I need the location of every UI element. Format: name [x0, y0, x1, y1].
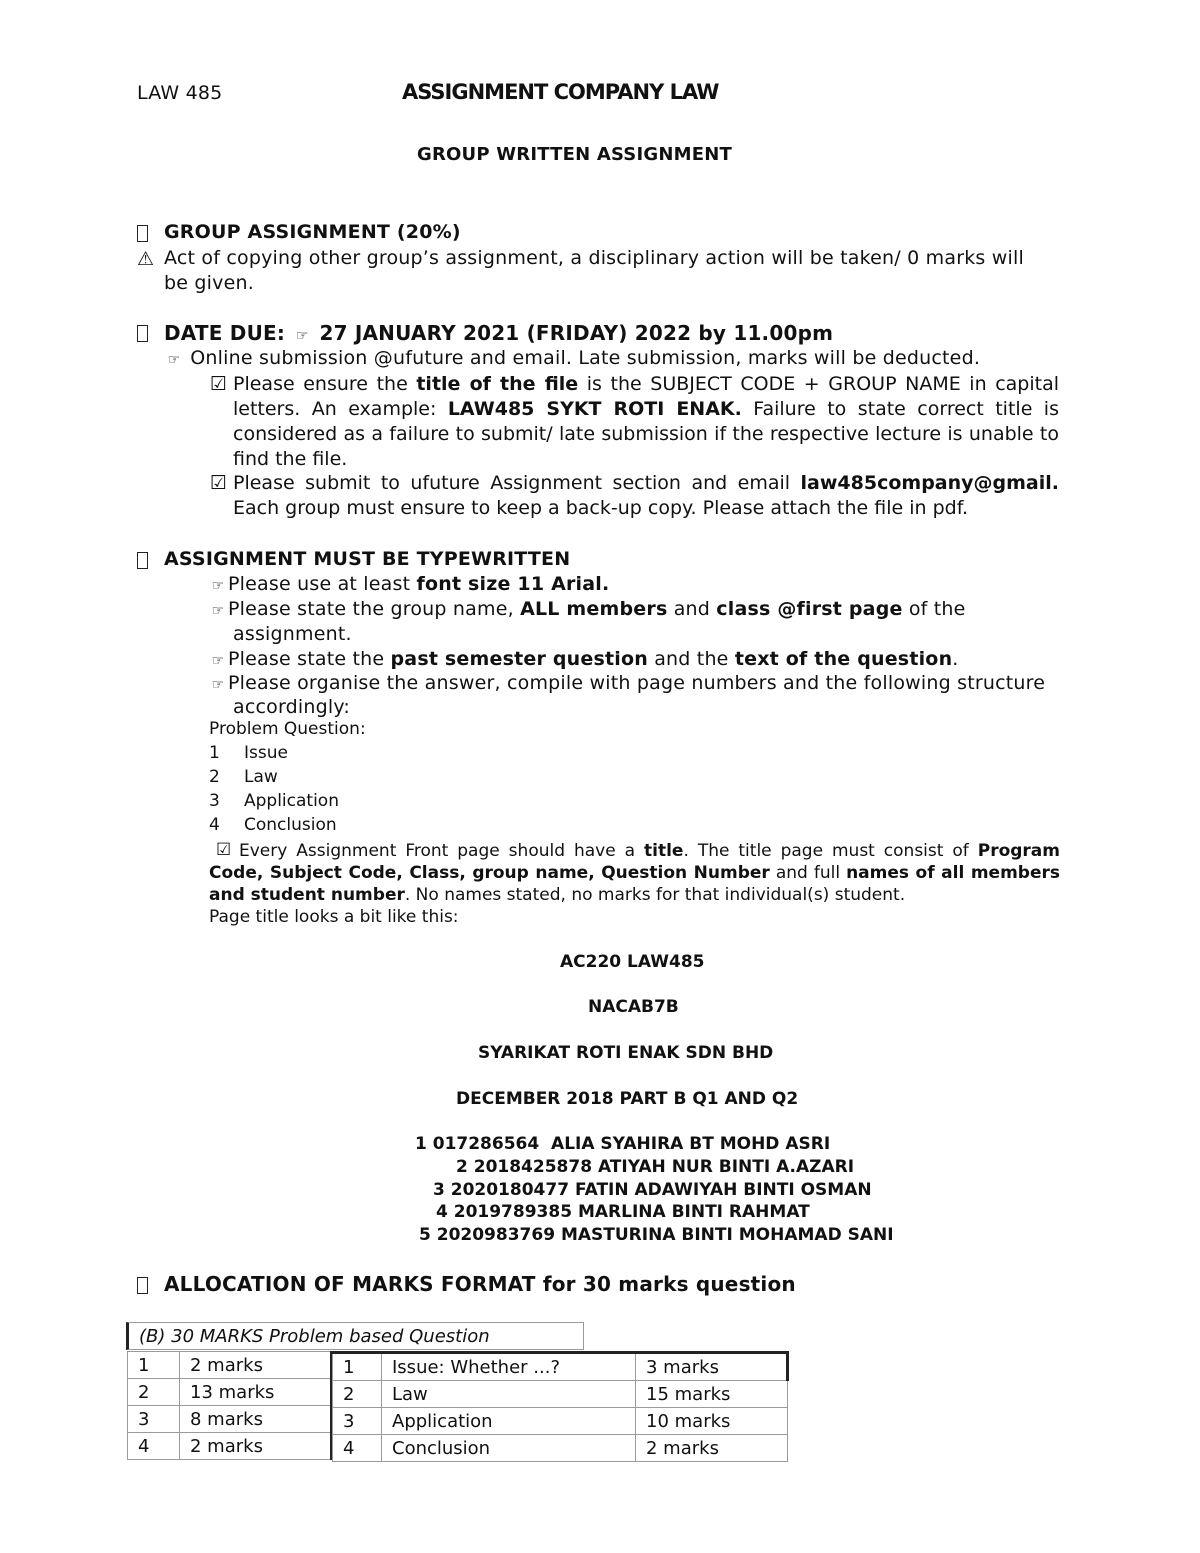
sample-company: SYARIKAT ROTI ENAK SDN BHD — [478, 1043, 774, 1063]
hand-icon: ☞ — [211, 653, 225, 669]
text-span: and full — [769, 863, 847, 883]
table-row — [333, 1408, 788, 1435]
bold-span: names of all members and student number — [209, 863, 1060, 905]
table-cell: 4 — [128, 1433, 180, 1460]
page-title-intro: Page title looks a bit like this: — [209, 907, 459, 927]
structure-num: 2 — [209, 767, 220, 787]
table-row — [128, 1406, 332, 1433]
group-assignment-heading: GROUP ASSIGNMENT (20%) — [164, 221, 461, 243]
bold-span: ALL members — [520, 598, 668, 620]
text-span: Please ensure the — [233, 373, 417, 395]
structure-text: Conclusion — [244, 815, 337, 835]
bold-span: past semester question — [390, 648, 648, 670]
structure-num: 3 — [209, 791, 220, 811]
structure-text: Issue — [244, 743, 288, 763]
bullet-date-due — [137, 323, 148, 345]
text-span: Please state the group name, — [228, 598, 521, 620]
structure-item — [209, 743, 288, 763]
table-row — [128, 1352, 332, 1379]
table-cell: 2 — [333, 1381, 382, 1408]
structure-item — [209, 767, 278, 787]
bold-span: title of the file — [416, 373, 579, 395]
member-line: 3 2020180477 FATIN ADAWIYAH BINTI OSMAN — [433, 1180, 872, 1200]
member-line: 4 2019789385 MARLINA BINTI RAHMAT — [436, 1202, 810, 1222]
online-submission-line — [164, 347, 980, 369]
bold-span: title — [644, 841, 684, 861]
sample-question: DECEMBER 2018 PART B Q1 AND Q2 — [456, 1089, 799, 1109]
past-question-line — [208, 648, 959, 670]
table-row — [128, 1379, 332, 1406]
text-span: Please state the — [228, 648, 391, 670]
online-submission-text: Online submission @ufuture and email. Late submission, marks will be deducted. — [190, 347, 981, 369]
marks-table-left — [127, 1351, 333, 1460]
table-cell: 3 — [333, 1408, 382, 1435]
table-cell: 2 marks — [180, 1433, 332, 1460]
submit-rule-paragraph — [233, 471, 1059, 521]
state-members-line — [208, 598, 966, 620]
bullet-typewritten — [137, 550, 148, 572]
bullet-group-assignment — [137, 223, 148, 245]
text-span: and — [667, 598, 717, 620]
copying-warning-line2: be given. — [164, 272, 254, 294]
table-cell: Conclusion — [382, 1435, 636, 1462]
subtitle: GROUP WRITTEN ASSIGNMENT — [417, 144, 732, 165]
marks-table-caption: (B) 30 MARKS Problem based Question — [126, 1322, 584, 1350]
date-due-label: DATE DUE: — [164, 321, 286, 345]
member-line: 2 2018425878 ATIYAH NUR BINTI A.AZARI — [456, 1157, 855, 1177]
sample-class: NACAB7B — [588, 997, 679, 1017]
typewritten-heading: ASSIGNMENT MUST BE TYPEWRITTEN — [164, 548, 571, 570]
text-span: Please submit to ufuture Assignment section and email — [233, 472, 801, 494]
member-line: 1 017286564 ALIA SYAHIRA BT MOHD ASRI — [415, 1134, 831, 1154]
table-row — [333, 1353, 788, 1381]
text-span: . The title page must consist of — [683, 841, 978, 861]
state-members-line2: assignment. — [233, 623, 352, 645]
hand-icon: ☞ — [295, 328, 309, 344]
bold-span: LAW485 SYKT ROTI ENAK. — [447, 398, 742, 420]
table-cell: 1 — [128, 1352, 180, 1379]
structure-text: Law — [244, 767, 278, 787]
front-page-paragraph — [209, 840, 1060, 906]
text-span: Every Assignment Front page should have a — [239, 841, 645, 861]
table-cell: 13 marks — [180, 1379, 332, 1406]
table-cell: Application — [382, 1408, 636, 1435]
font-size-line — [208, 573, 609, 595]
text-span: Failure to state correct title is considered as a failure to submit/ late submission if the respective lecture is unable to find the file. — [233, 398, 1059, 470]
bullet-square-icon — [137, 552, 148, 569]
table-cell: Issue: Whether ...? — [382, 1353, 636, 1381]
date-due-line — [164, 321, 833, 345]
structure-text: Application — [244, 791, 339, 811]
table-cell: 2 marks — [180, 1352, 332, 1379]
course-code: LAW 485 — [137, 82, 223, 104]
document-title: ASSIGNMENT COMPANY LAW — [402, 80, 719, 104]
copying-warning-line1: Act of copying other group’s assignment, a disciplinary action will be taken/ 0 marks will — [164, 247, 1024, 269]
text-span: of the — [902, 598, 966, 620]
marks-heading: ALLOCATION OF MARKS FORMAT for 30 marks question — [164, 1272, 796, 1296]
bullet-square-icon — [137, 225, 148, 242]
bold-span: law485company@gmail. — [800, 472, 1059, 494]
table-cell: 10 marks — [636, 1408, 788, 1435]
sample-code: AC220 LAW485 — [560, 952, 705, 972]
hand-icon: ☞ — [167, 352, 181, 368]
table-cell: 3 marks — [636, 1353, 788, 1381]
bullet-square-icon — [137, 325, 148, 342]
hand-icon: ☞ — [211, 578, 225, 594]
structure-item — [209, 815, 337, 835]
bullet-marks — [137, 1275, 148, 1297]
bold-span: class @first page — [716, 598, 903, 620]
hand-icon: ☞ — [211, 603, 225, 619]
structure-num: 4 — [209, 815, 220, 835]
checkbox-icon: ☑ — [210, 373, 228, 395]
organise-line — [208, 672, 1045, 694]
checkbox-icon: ☑ — [216, 840, 232, 860]
text-span: Please use at least — [228, 573, 417, 595]
table-row — [333, 1435, 788, 1462]
structure-item — [209, 791, 339, 811]
text-span: Please organise the answer, compile with page numbers and the following structure — [228, 672, 1046, 694]
structure-num: 1 — [209, 743, 220, 763]
hand-icon: ☞ — [211, 677, 225, 693]
table-row — [333, 1381, 788, 1408]
table-row — [128, 1433, 332, 1460]
table-cell: 2 — [128, 1379, 180, 1406]
table-cell: 3 — [128, 1406, 180, 1433]
warning-icon: ⚠ — [137, 248, 155, 270]
text-span: and the — [647, 648, 735, 670]
organise-line2: accordingly: — [233, 696, 351, 718]
bold-span: Program Code, Subject Code, Class, group name, Question Number — [209, 841, 1060, 883]
bold-span: font size 11 Arial. — [416, 573, 610, 595]
title-rule-paragraph — [233, 372, 1059, 472]
text-span: is the SUBJECT CODE + GROUP NAME in capital letters. An example: — [233, 373, 1060, 420]
text-span: Each group must ensure to keep a back-up copy. Please attach the file in pdf. — [233, 497, 969, 519]
member-line: 5 2020983769 MASTURINA BINTI MOHAMAD SANI — [419, 1225, 894, 1245]
bold-span: text of the question — [734, 648, 953, 670]
table-cell: 1 — [333, 1353, 382, 1381]
text-span: . No names stated, no marks for that individual(s) student. — [404, 885, 906, 905]
table-cell: 8 marks — [180, 1406, 332, 1433]
table-cell: 15 marks — [636, 1381, 788, 1408]
table-cell: 4 — [333, 1435, 382, 1462]
problem-question-label: Problem Question: — [209, 719, 366, 739]
bullet-square-icon — [137, 1277, 148, 1294]
text-span: . — [952, 648, 959, 670]
table-cell: Law — [382, 1381, 636, 1408]
checkbox-icon: ☑ — [210, 472, 228, 494]
table-cell: 2 marks — [636, 1435, 788, 1462]
marks-table-right — [332, 1351, 789, 1462]
date-due-value: 27 JANUARY 2021 (FRIDAY) 2022 by 11.00pm — [319, 321, 834, 345]
